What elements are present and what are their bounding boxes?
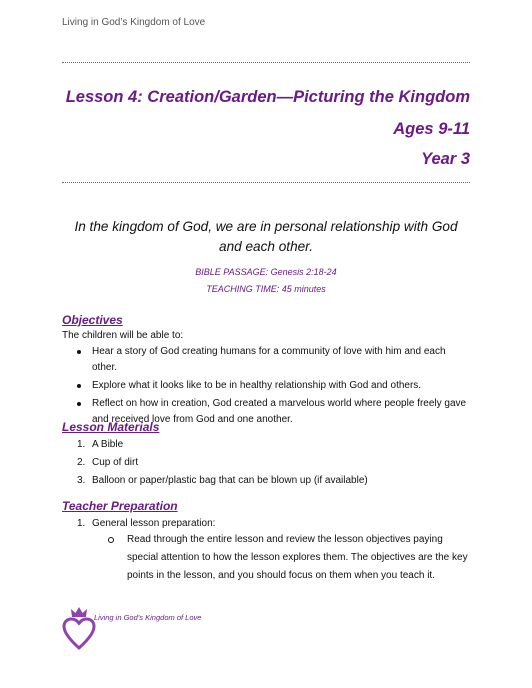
list-item bbox=[62, 436, 368, 454]
prep-sub-text: Read through the entire lesson and review the lesson objectives paying special attention to how the lesson explores them. The objectives are the key points in the lesson, and you should focus on them when you teach it. bbox=[127, 534, 468, 581]
hollow-bullet-icon bbox=[108, 537, 114, 543]
list-item bbox=[62, 472, 368, 490]
year-label: Year 3 bbox=[421, 150, 470, 168]
teacher-prep-heading: Teacher Preparation bbox=[62, 499, 178, 513]
list-item bbox=[62, 344, 472, 376]
objective-text: Reflect on how in creation, God created a marvelous world where people freely gave and received love from God and one another. bbox=[92, 398, 467, 425]
materials-heading: Lesson Materials bbox=[62, 420, 160, 434]
age-range: Ages 9-11 bbox=[393, 120, 470, 138]
bullet-icon bbox=[77, 384, 81, 388]
bullet-icon bbox=[77, 402, 81, 406]
item-number: 3. bbox=[77, 475, 86, 486]
objective-text: Hear a story of God creating humans for a community of love with him and each other. bbox=[92, 346, 446, 373]
prep-text: General lesson preparation: bbox=[92, 518, 216, 529]
running-header: Living in God’s Kingdom of Love bbox=[62, 17, 206, 28]
prep-sub-item bbox=[127, 531, 472, 585]
crown-heart-logo bbox=[62, 604, 96, 652]
objectives-list bbox=[62, 344, 472, 430]
footer-text: Living in God’s Kingdom of Love bbox=[94, 613, 202, 622]
bible-passage: BIBLE PASSAGE: Genesis 2:18-24 bbox=[195, 267, 337, 277]
objectives-intro: The children will be able to: bbox=[62, 330, 184, 341]
list-item bbox=[62, 454, 368, 472]
divider-bottom bbox=[62, 182, 470, 183]
list-item bbox=[62, 378, 472, 394]
material-text: Balloon or paper/plastic bag that can be blown up (if available) bbox=[92, 475, 368, 486]
item-number: 2. bbox=[77, 457, 86, 468]
lesson-title: Lesson 4: Creation/Garden—Picturing the Kingdom bbox=[65, 88, 470, 106]
bullet-icon bbox=[77, 350, 81, 354]
material-text: A Bible bbox=[92, 439, 124, 450]
objectives-heading: Objectives bbox=[62, 313, 123, 327]
theme-statement: In the kingdom of God, we are in personal relationship with God and each other. bbox=[74, 219, 458, 254]
item-number: 1. bbox=[77, 518, 86, 529]
divider-top bbox=[62, 62, 470, 63]
item-number: 1. bbox=[77, 439, 86, 450]
material-text: Cup of dirt bbox=[92, 457, 139, 468]
objective-text: Explore what it looks like to be in healthy relationship with God and others. bbox=[92, 380, 422, 391]
teaching-time: TEACHING TIME: 45 minutes bbox=[206, 284, 326, 294]
materials-list bbox=[62, 436, 368, 490]
